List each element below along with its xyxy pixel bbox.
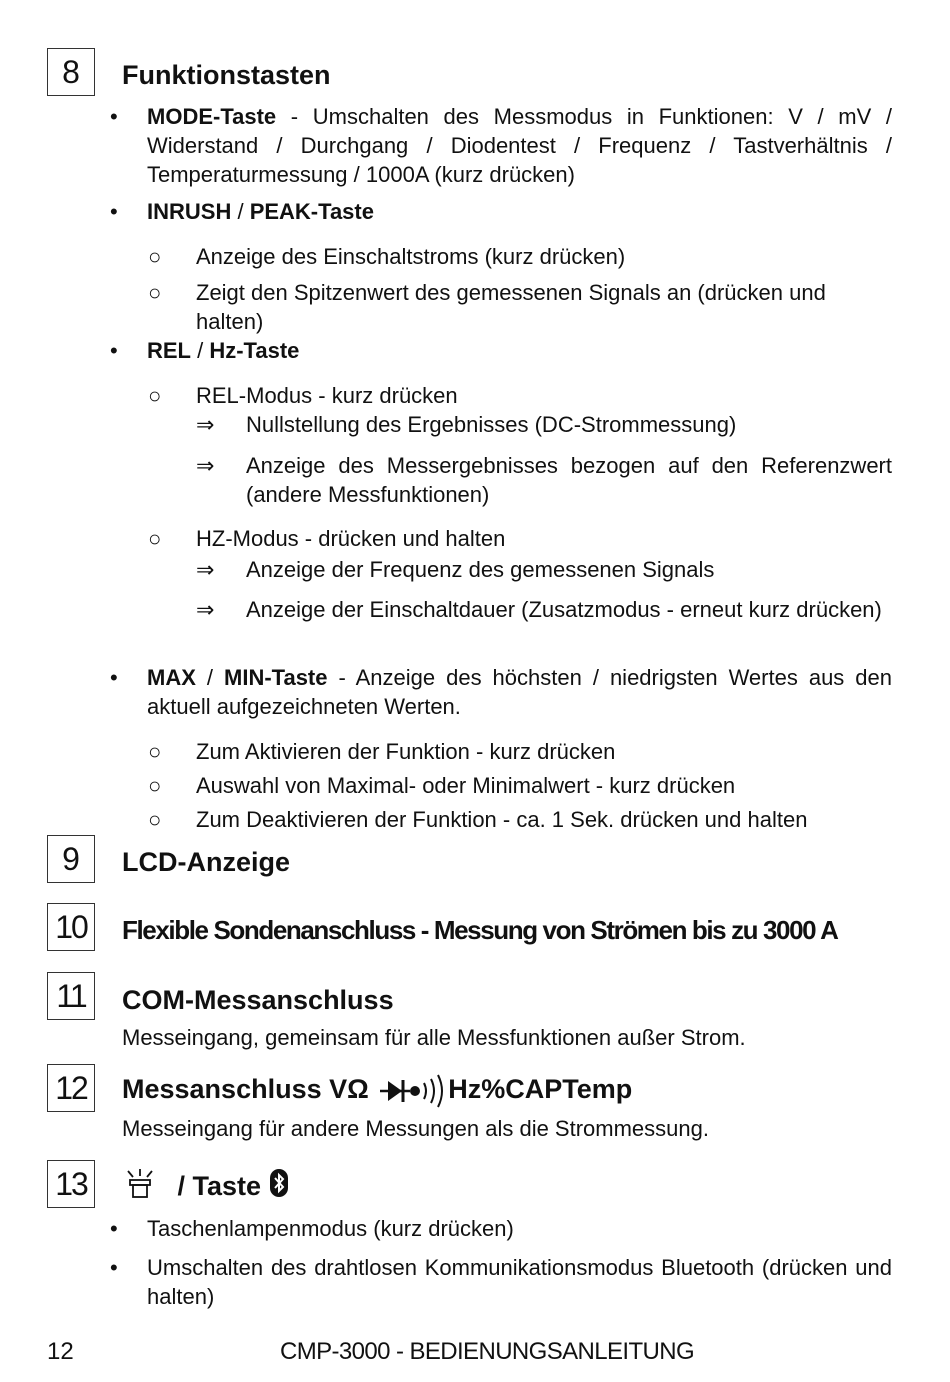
max-label: MAX bbox=[147, 665, 196, 690]
section-text-12: Messeingang für andere Messungen als die Strommessung. bbox=[122, 1116, 709, 1141]
bullet: • bbox=[110, 199, 118, 224]
separator: / bbox=[191, 338, 210, 363]
inrush-item-2: Zeigt den Spitzenwert des gemessenen Signals an (drücken und halten) bbox=[196, 280, 826, 334]
max-item-1: Zum Aktivieren der Funktion - kurz drücken bbox=[196, 739, 616, 764]
s13-item-1: Taschenlampenmodus (kurz drücken) bbox=[147, 1216, 514, 1241]
flashlight-icon bbox=[122, 1168, 158, 1200]
arrow-bullet: ⇒ bbox=[196, 597, 215, 622]
section-title-9: LCD-Anzeige bbox=[122, 847, 290, 877]
section-number-11: 11 bbox=[47, 972, 95, 1020]
separator: / bbox=[195, 665, 224, 690]
hz-sub-1: Anzeige der Frequenz des gemessenen Signals bbox=[246, 557, 715, 582]
inrush-key-heading bbox=[147, 197, 374, 226]
section-title-13 bbox=[122, 1168, 289, 1202]
circle-bullet: ○ bbox=[148, 526, 162, 551]
rel-key-heading bbox=[147, 336, 299, 365]
circle-bullet: ○ bbox=[148, 383, 162, 408]
section-number-10: 10 bbox=[47, 903, 95, 951]
max-min-key-description bbox=[147, 663, 892, 721]
inrush-label: INRUSH bbox=[147, 199, 232, 224]
circle-bullet: ○ bbox=[148, 244, 162, 269]
arrow-bullet: ⇒ bbox=[196, 557, 215, 582]
mode-key-description bbox=[147, 102, 892, 189]
section-title-11: COM-Messanschluss bbox=[122, 985, 394, 1015]
page-number: 12 bbox=[47, 1338, 74, 1365]
arrow-bullet: ⇒ bbox=[196, 412, 215, 437]
bullet: • bbox=[110, 665, 118, 690]
inrush-item-1: Anzeige des Einschaltstroms (kurz drücken) bbox=[196, 244, 626, 269]
section-number-13: 13 bbox=[47, 1160, 95, 1208]
hz-key-label: Hz-Taste bbox=[209, 338, 300, 363]
separator: / bbox=[231, 199, 250, 224]
peak-key-label: PEAK-Taste bbox=[249, 199, 374, 224]
diode-continuity-icon bbox=[378, 1074, 450, 1108]
max-item-3: Zum Deaktivieren der Funktion - ca. 1 Sek. drücken und halten bbox=[196, 807, 808, 832]
bullet: • bbox=[110, 1255, 118, 1280]
circle-bullet: ○ bbox=[148, 280, 162, 305]
hz-sub-2: Anzeige der Einschaltdauer (Zusatzmodus - erneut kurz drücken) bbox=[246, 597, 882, 622]
bullet: • bbox=[110, 1216, 118, 1241]
circle-bullet: ○ bbox=[148, 807, 162, 832]
circle-bullet: ○ bbox=[148, 773, 162, 798]
bullet: • bbox=[110, 104, 118, 129]
bluetooth-icon bbox=[269, 1168, 289, 1198]
rel-label: REL bbox=[147, 338, 191, 363]
max-min-text: - Anzeige des höchsten / niedrigsten Wertes aus den aktuell aufgezeichneten Werten. bbox=[147, 665, 893, 719]
section-text-11: Messeingang, gemeinsam für alle Messfunktionen außer Strom. bbox=[122, 1025, 746, 1050]
title-text: / Taste bbox=[170, 1171, 262, 1201]
hz-mode: HZ-Modus - drücken und halten bbox=[196, 526, 506, 551]
rel-sub-1: Nullstellung des Ergebnisses (DC-Strommessung) bbox=[246, 412, 737, 437]
section-number-8: 8 bbox=[47, 48, 95, 96]
section-title-12 bbox=[122, 1074, 632, 1108]
mode-key-text: - Umschalten des Messmodus in Funktionen: V / mV / Widerstand / Durchgang / Diodentest / Frequenz / Tastverhältnis / Temperaturmessung / 1000A (kurz drücken) bbox=[147, 104, 892, 187]
footer-title: CMP-3000 - BEDIENUNGSANLEITUNG bbox=[280, 1338, 695, 1365]
section-number-9: 9 bbox=[47, 835, 95, 883]
section-title-8: Funktionstasten bbox=[122, 60, 331, 90]
section-number-12: 12 bbox=[47, 1064, 95, 1112]
min-key-label: MIN-Taste bbox=[224, 665, 328, 690]
section-title-10: Flexible Sondenanschluss - Messung von Strömen bis zu 3000 A bbox=[122, 915, 838, 945]
title-suffix: Hz%CAPTemp bbox=[448, 1074, 633, 1105]
rel-mode: REL-Modus - kurz drücken bbox=[196, 383, 458, 408]
arrow-bullet: ⇒ bbox=[196, 453, 215, 478]
max-item-2: Auswahl von Maximal- oder Minimalwert - kurz drücken bbox=[196, 773, 736, 798]
s13-item-2: Umschalten des drahtlosen Kommunikationsmodus Bluetooth (drücken und halten) bbox=[147, 1255, 892, 1309]
mode-key-label: MODE-Taste bbox=[147, 104, 277, 129]
bullet: • bbox=[110, 338, 118, 363]
rel-sub-2: Anzeige des Messergebnisses bezogen auf den Referenzwert (andere Messfunktionen) bbox=[246, 453, 892, 507]
circle-bullet: ○ bbox=[148, 739, 162, 764]
title-prefix: Messanschluss VΩ bbox=[122, 1074, 369, 1105]
